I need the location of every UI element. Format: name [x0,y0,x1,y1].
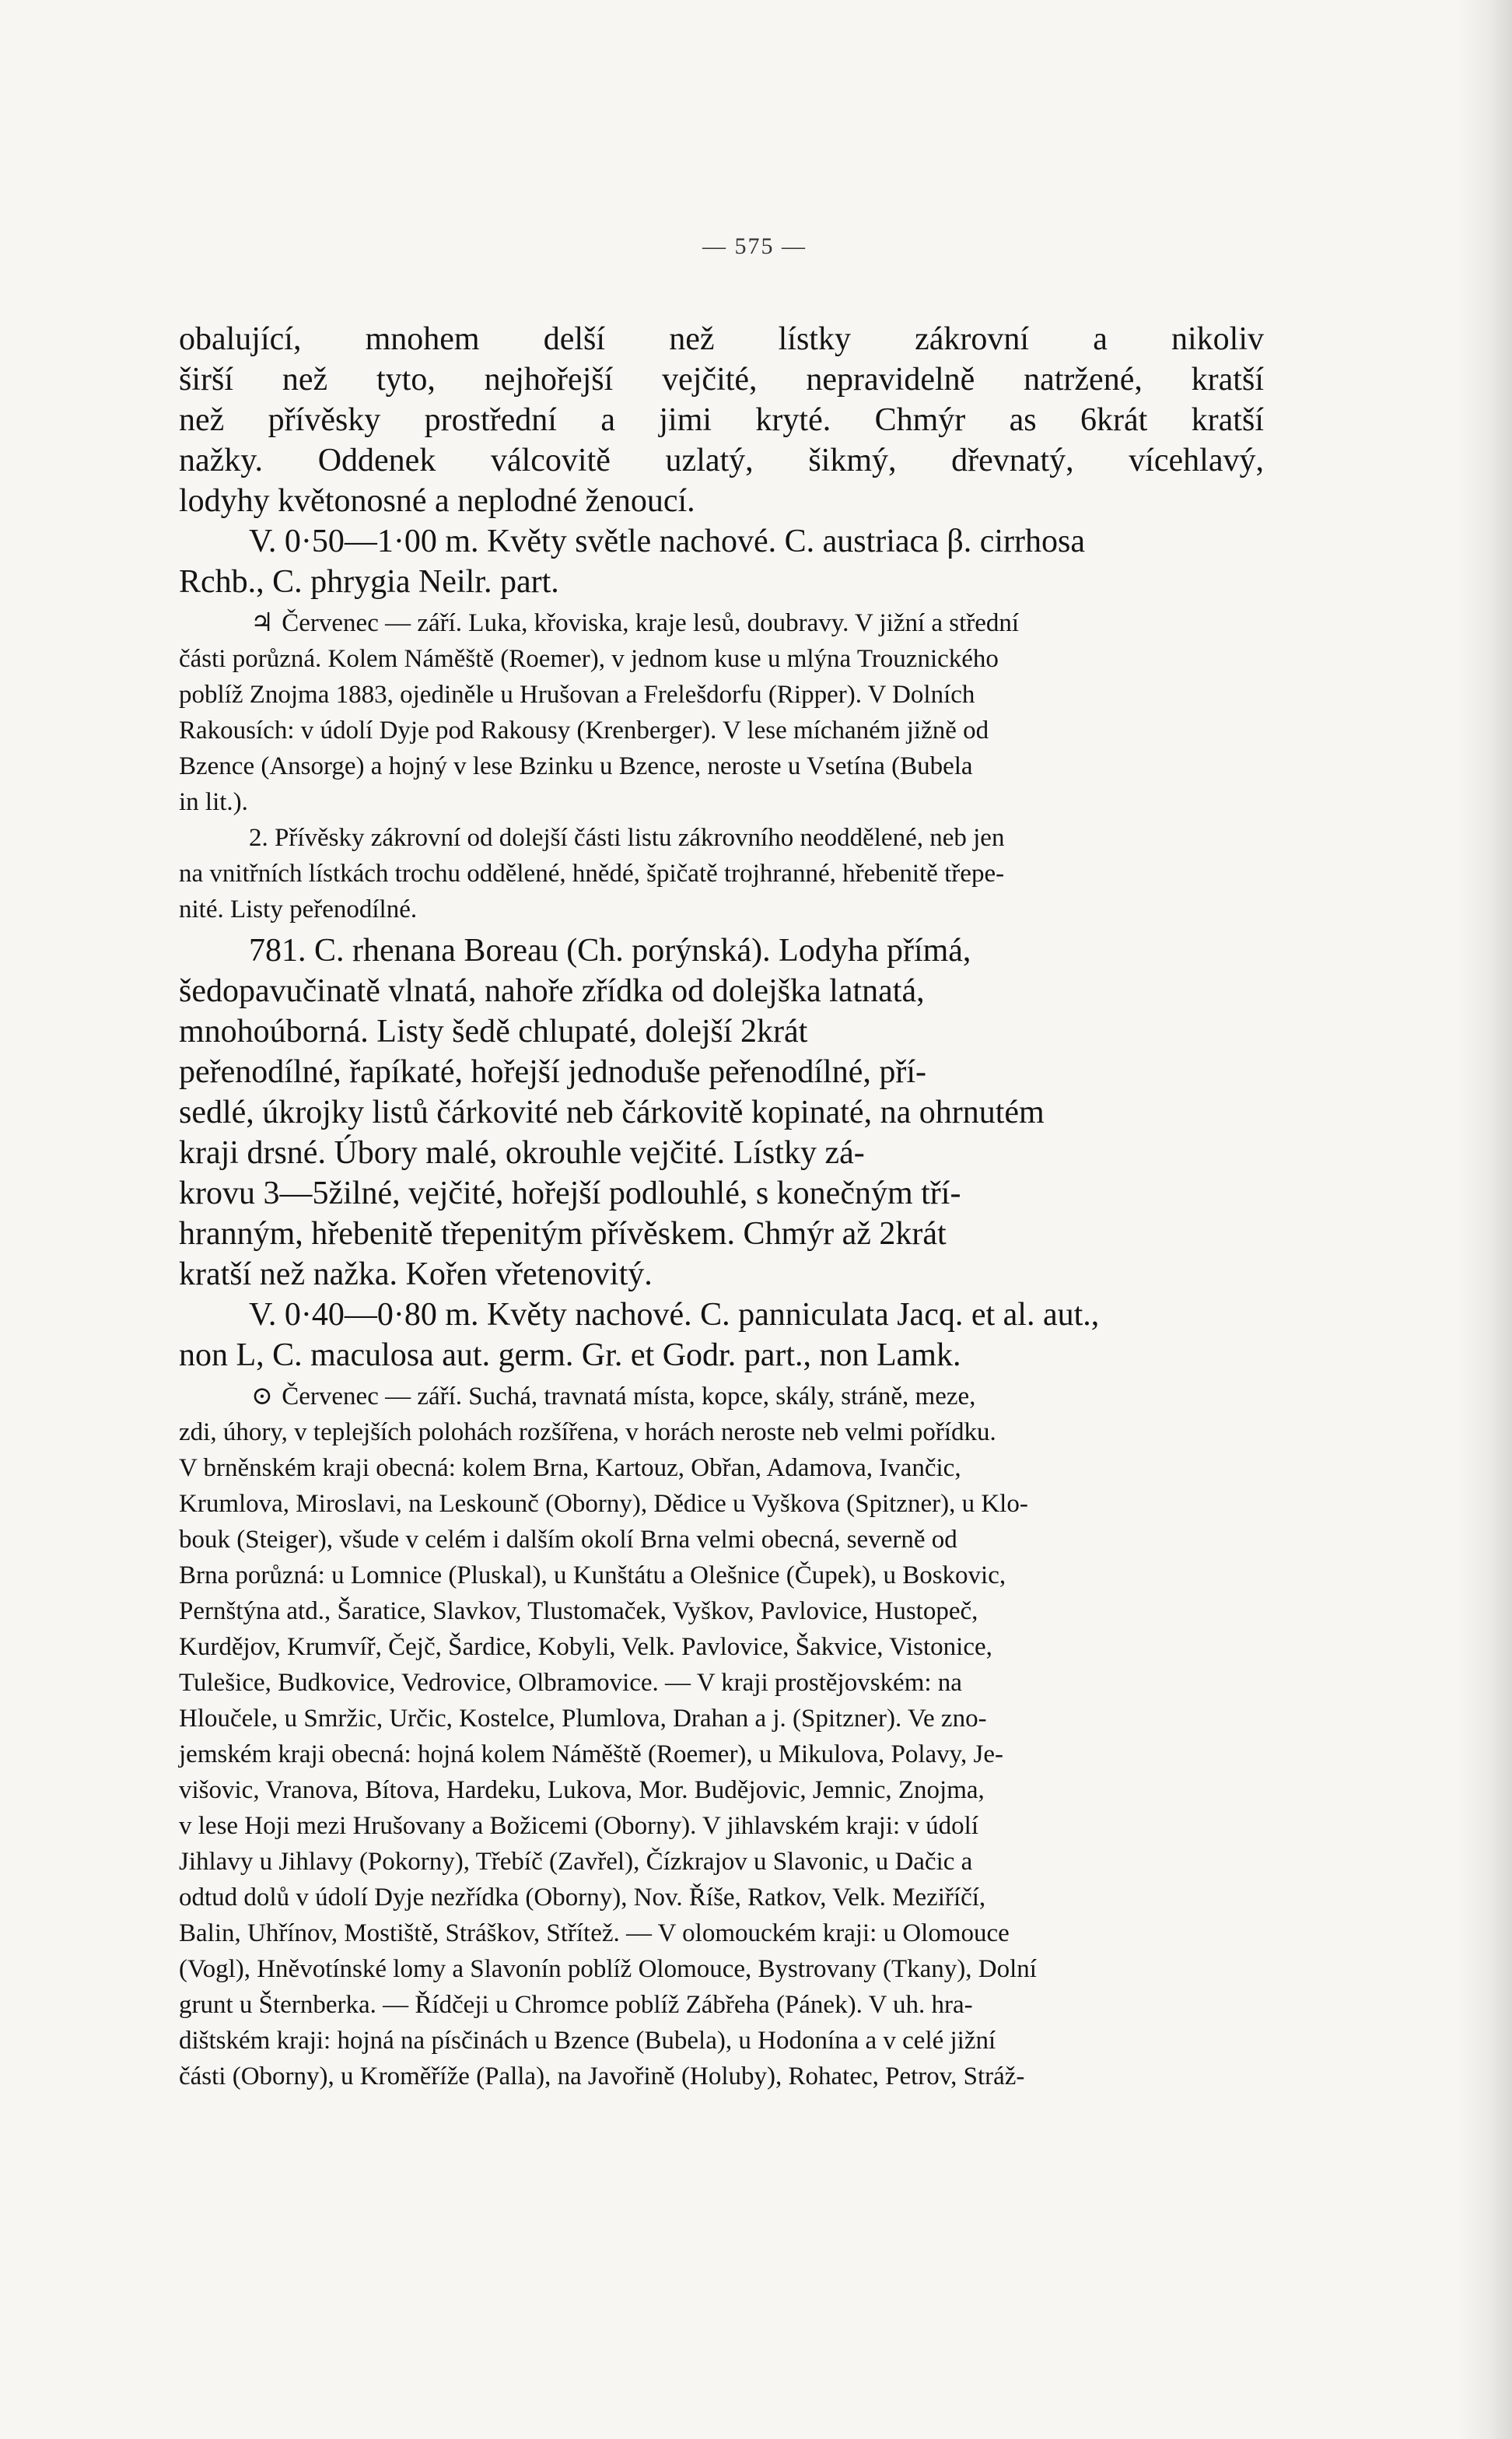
perennial-symbol-icon: ♃ [250,609,274,637]
text-line: Kurdějov, Krumvíř, Čejč, Šardice, Kobyli, Velk. Pavlovice, Šakvice, Vistonice, [179,1633,992,1661]
page-number: — 575 — [702,233,807,259]
text-line: V. 0·50—1·00 m. Květy světle nachové. C. austriaca β. cirrhosa [249,524,1085,559]
text-line: V. 0·40—0·80 m. Květy nachové. C. panniculata Jacq. et al. aut., [249,1297,1100,1333]
text-line: než přívěsky prostřední a jimi kryté. Chmýr as 6krát kratší [179,402,1264,438]
text-line: višovic, Vranova, Bítova, Hardeku, Lukova, Mor. Budějovic, Jemnic, Znojma, [179,1776,985,1804]
paragraph-distribution-781 [179,1379,1264,2094]
text-line: jemském kraji obecná: hojná kolem Náměště (Roemer), u Mikulova, Polavy, Je- [179,1740,1003,1768]
paragraph-key-2 [179,820,1264,927]
text-line: Bzence (Ansorge) a hojný v lese Bzinku u Bzence, neroste u Vsetína (Bubela [179,752,973,780]
text-line: non L, C. maculosa aut. germ. Gr. et Godr. part., non Lamk. [179,1337,961,1373]
text-line: 781. C. rhenana Boreau (Ch. porýnská). Lodyha přímá, [249,933,971,969]
scan-shadow [1458,0,1512,2439]
text-line-first [179,605,1264,641]
text-line: nité. Listy peřenodílné. [179,895,418,923]
text-line: Hloučele, u Smržic, Určic, Kostelce, Plumlova, Drahan a j. (Spitzner). Ve zno- [179,1705,987,1733]
text-line: sedlé, úkrojky listů čárkovité neb čárkovitě kopinaté, na ohrnutém [179,1095,1045,1130]
text-line: Brna porůzná: u Lomnice (Pluskal), u Kunštátu a Olešnice (Čupek), u Boskovic, [179,1561,1006,1589]
text-line: (Vogl), Hněvotínské lomy a Slavonín poblíž Olomouce, Bystrovany (Tkany), Dolní [179,1955,1037,1983]
text-line: části porůzná. Kolem Náměště (Roemer), v jednom kuse u mlýna Trouznického [179,645,999,673]
text-line: obalující, mnohem delší než lístky zákrovní a nikoliv [179,321,1264,357]
text-line: Pernštýna atd., Šaratice, Slavkov, Tlustomaček, Vyškov, Pavlovice, Hustopeč, [179,1597,978,1625]
text-line: Červenec — září. Luka, křoviska, kraje lesů, doubravy. V jižní a střední [282,609,1020,637]
text-line: peřenodílné, řapíkaté, hořejší jednoduše peřenodílné, pří- [179,1054,926,1090]
paragraph-description-continued [179,319,1264,602]
text-line: odtud dolů v údolí Dyje nezřídka (Oborny), Nov. Říše, Ratkov, Velk. Meziříčí, [179,1884,986,1912]
text-line: Tulešice, Budkovice, Vedrovice, Olbramovice. — V kraji prostějovském: na [179,1669,962,1697]
paragraph-distribution-1 [179,605,1264,820]
text-line: širší než tyto, nejhořejší vejčité, nepravidelně natržené, kratší [179,362,1264,398]
paragraph-species-781 [179,930,1264,1375]
text-line: krovu 3—5žilné, vejčité, hořejší podlouhlé, s konečným tří- [179,1176,961,1211]
annual-symbol-icon: ⊙ [251,1382,273,1410]
text-line: grunt u Šternberka. — Řídčeji u Chromce poblíž Zábřeha (Pánek). V uh. hra- [179,1991,973,2019]
text-line: kratší než nažka. Kořen vřetenovitý. [179,1256,653,1292]
text-body [179,319,1264,2094]
text-line: dištském kraji: hojná na písčinách u Bzence (Bubela), u Hodonína a v celé jižní [179,2027,996,2055]
text-line: in lit.). [179,788,248,816]
text-line: mnohoúborná. Listy šedě chlupaté, dolejší 2krát [179,1014,808,1050]
text-line: 2. Přívěsky zákrovní od dolejší části listu zákrovního neoddělené, neb jen [249,824,1005,852]
text-line: kraji drsné. Úbory malé, okrouhle vejčité. Lístky zá- [179,1135,865,1171]
text-line: části (Oborny), u Kroměříže (Palla), na Javořině (Holuby), Rohatec, Petrov, Stráž- [179,2062,1025,2090]
text-line: poblíž Znojma 1883, ojediněle u Hrušovan a Frelešdorfu (Ripper). V Dolních [179,681,975,709]
text-line: Rchb., C. phrygia Neilr. part. [179,564,559,600]
text-line: V brněnském kraji obecná: kolem Brna, Kartouz, Obřan, Adamova, Ivančic, [179,1454,961,1482]
text-line: Červenec — září. Suchá, travnatá místa, kopce, skály, stráně, meze, [282,1382,976,1410]
text-line-first [179,1379,1264,1414]
text-line: hranným, hřebenitě třepenitým přívěskem. Chmýr až 2krát [179,1216,947,1252]
text-line: šedopavučinatě vlnatá, nahoře zřídka od dolejška latnatá, [179,973,925,1009]
text-line: v lese Hoji mezi Hrušovany a Božicemi (Oborny). V jihlavském kraji: v údolí [179,1812,978,1840]
text-line: bouk (Steiger), všude v celém i dalším okolí Brna velmi obecná, severně od [179,1526,957,1554]
text-line: lodyhy květonosné a neplodné ženoucí. [179,483,695,519]
text-line: zdi, úhory, v teplejších polohách rozšířena, v horách neroste neb velmi pořídku. [179,1418,996,1446]
text-line: na vnitřních lístkách trochu oddělené, hnědé, špičatě trojhranné, hřebenitě třepe- [179,860,1005,888]
text-line: Krumlova, Miroslavi, na Leskounč (Oborny), Dědice u Vyškova (Spitzner), u Klo- [179,1490,1028,1518]
text-line: Jihlavy u Jihlavy (Pokorny), Třebíč (Zavřel), Čízkrajov u Slavonic, u Dačic a [179,1848,973,1876]
text-line: Rakousích: v údolí Dyje pod Rakousy (Krenberger). V lese míchaném jižně od [179,717,989,745]
text-line: Balin, Uhřínov, Mostiště, Stráškov, Střítež. — V olomouckém kraji: u Olomouce [179,1919,1010,1947]
text-line: nažky. Oddenek válcovitě uzlatý, šikmý, dřevnatý, vícehlavý, [179,443,1264,478]
